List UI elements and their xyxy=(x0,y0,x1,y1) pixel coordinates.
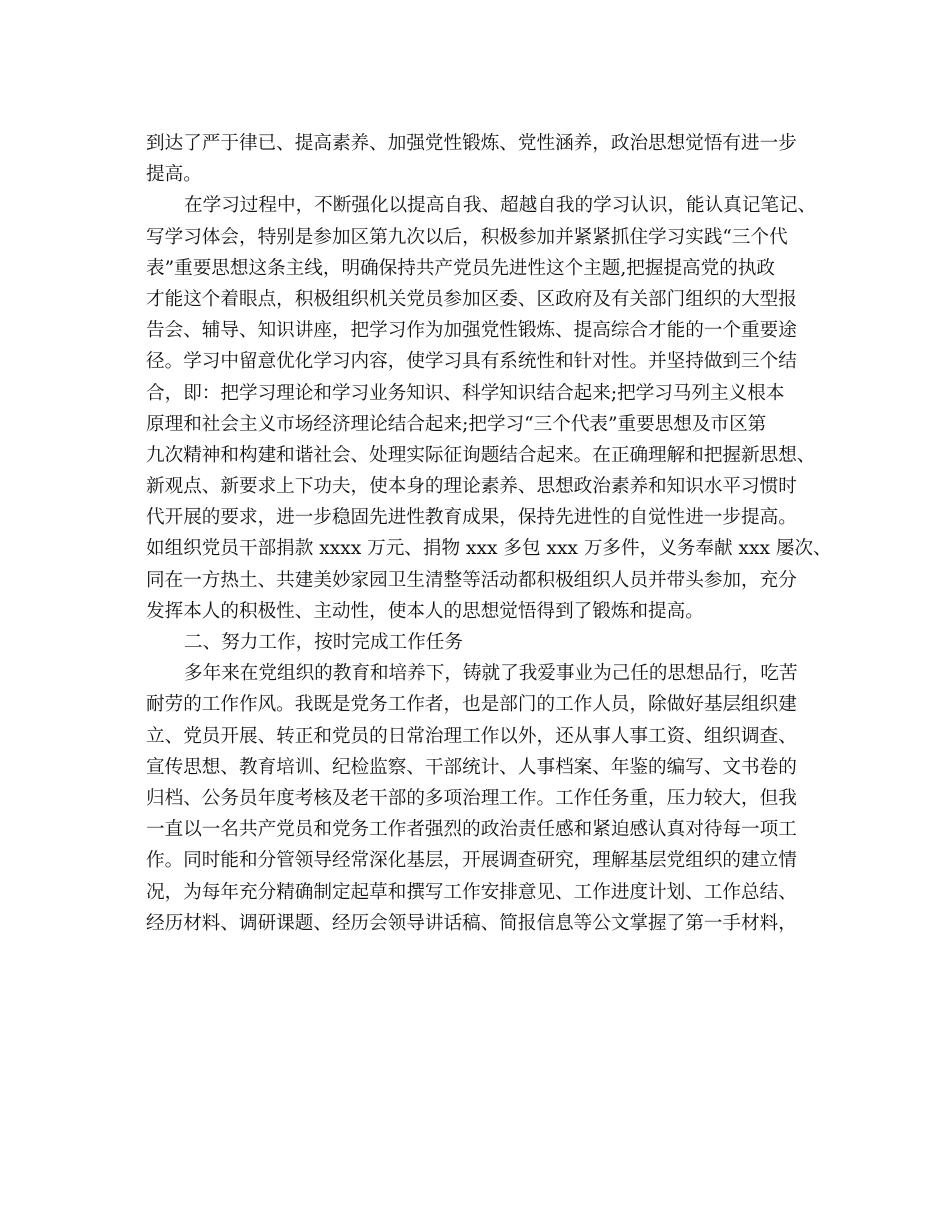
text-line: 同在一方热土、共建美妙家园卫生清整等活动都积极组织人员并带头参加，充分 xyxy=(146,569,797,591)
text-line: 立、党员开展、转正和党员的日常治理工作以外，还从事人事工资、组织调查、 xyxy=(146,725,797,747)
text-line: 多年来在党组织的教育和培养下，铸就了我爱事业为己任的思想品行，吃苦 xyxy=(184,663,798,685)
text-line: 二、努力工作，按时完成工作任务 xyxy=(184,632,463,653)
text-line: 表”重要思想这条主线，明确保持共产党员先进性这个主题,把握提高党的执政 xyxy=(146,257,776,279)
text-line: 经历材料、调研课题、经历会领导讲话稿、简报信息等公文掌握了第一手材料， xyxy=(146,912,797,934)
text-line: 宣传思想、教育培训、纪检监察、干部统计、人事档案、年鉴的编写、文书卷的 xyxy=(146,756,797,778)
text-line: 告会、辅导、知识讲座，把学习作为加强党性锻炼、提高综合才能的一个重要途 xyxy=(146,320,797,342)
text-line: 发挥本人的积极性、主动性，使本人的思想觉悟得到了锻炼和提高。 xyxy=(146,600,704,622)
text-line: 到达了严于律已、提高素养、加强党性锻炼、党性涵养，政治思想觉悟有进一步 xyxy=(146,133,797,154)
text-line: 新观点、新要求上下功夫，使本身的理论素养、思想政治素养和知识水平习惯时 xyxy=(146,476,797,498)
text-line: 归档、公务员年度考核及老干部的多项治理工作。工作任务重，压力较大，但我 xyxy=(146,787,797,809)
text-line: 耐劳的工作作风。我既是党务工作者，也是部门的工作人员，除做好基层组织建 xyxy=(146,694,797,716)
text-line: 一直以一名共产党员和党务工作者强烈的政治责任感和紧迫感认真对待每一项工 xyxy=(146,819,797,841)
text-line: 九次精神和构建和谐社会、处理实际征询题结合起来。在正确理解和把握新思想、 xyxy=(146,444,816,466)
text-line: 提高。 xyxy=(146,164,202,186)
text-line: 如组织党员干部捐款 xxxx 万元、捐物 xxx 多包 xxx 万多件，义务奉献 xxx 屡次、 xyxy=(146,538,832,560)
text-line: 在学习过程中，不断强化以提高自我、超越自我的学习认识，能认真记笔记、 xyxy=(184,195,817,217)
text-line: 作。同时能和分管领导经常深化基层，开展调查研究，理解基层党组织的建立情 xyxy=(146,850,797,872)
text-line: 况，为每年充分精确制定起草和撰写工作安排意见、工作进度计划、工作总结、 xyxy=(146,881,797,903)
text-line: 代开展的要求，进一步稳固先进性教育成果，保持先进性的自觉性进一步提高。 xyxy=(146,507,797,529)
text-line: 径。学习中留意优化学习内容，使学习具有系统性和针对性。并坚持做到三个结 xyxy=(146,351,797,373)
body-text xyxy=(146,128,836,939)
text-line: 合，即：把学习理论和学习业务知识、科学知识结合起来;把学习马列主义根本 xyxy=(146,382,785,404)
text-line: 原理和社会主义市场经济理论结合起来;把学习“三个代表”重要思想及市区第 xyxy=(146,413,767,435)
text-line: 写学习体会，特别是参加区第九次以后，积极参加并紧紧抓住学习实践“三个代 xyxy=(146,226,788,248)
text-line: 才能这个着眼点，积极组织机关党员参加区委、区政府及有关部门组织的大型报 xyxy=(146,288,797,310)
